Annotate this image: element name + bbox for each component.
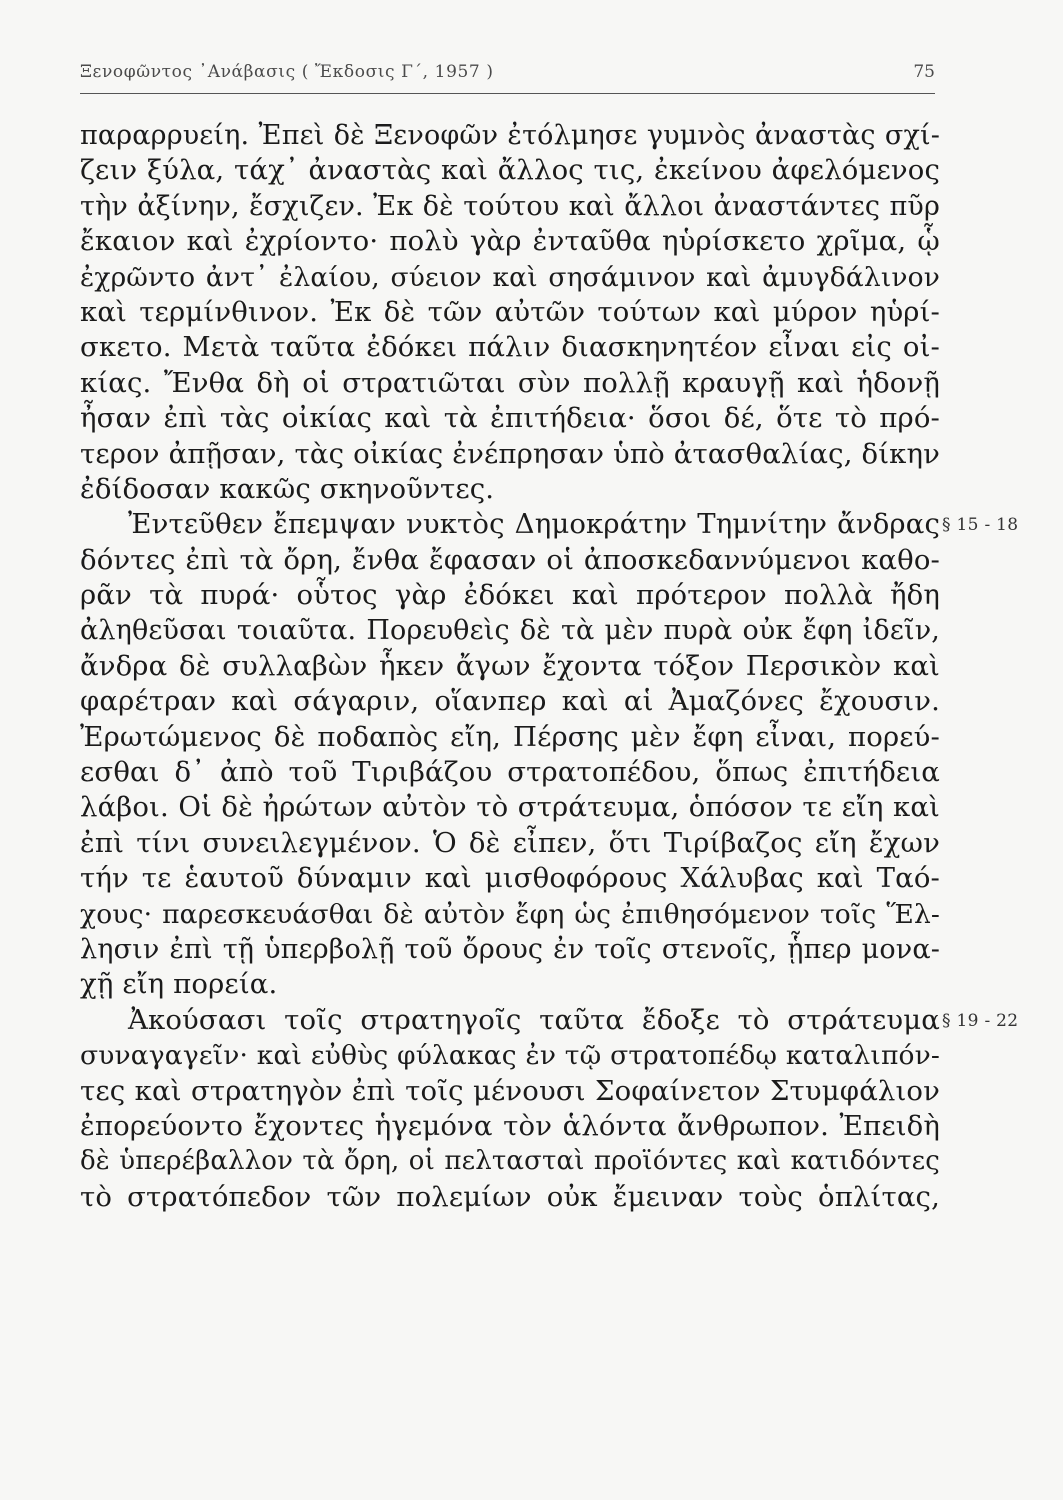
margin-note-section-ref: § 15 - 18 xyxy=(942,515,1019,536)
text-line: ἔκαιον καὶ ἐχρίοντο· πολὺ γὰρ ἐνταῦθα ηὑρίσκετο χρῖμα, ᾧ xyxy=(80,225,940,258)
text-line: φαρέτραν καὶ σάγαριν, οἵανπερ καὶ αἱ Ἀμαζόνες ἔχουσιν. xyxy=(80,685,940,718)
text-line: δὲ ὑπερέβαλλον τὰ ὄρη, οἱ πελτασταὶ προϊόντες καὶ κατιδόντες xyxy=(80,1146,940,1177)
page-number: 75 xyxy=(913,62,935,82)
text-line: τες καὶ στρατηγὸν ἐπὶ τοῖς μένουσι Σοφαίνετον Στυμφάλιον xyxy=(80,1074,940,1107)
text-line: ἐχρῶντο ἀντ᾽ ἐλαίου, σύειον καὶ σησάμινον καὶ ἀμυγδάλινον xyxy=(80,261,940,293)
text-line: Ἐρωτώμενος δὲ ποδαπὸς εἴη, Πέρσης μὲν ἔφη εἶναι, πορεύ- xyxy=(80,720,940,753)
text-line: ρᾶν τὰ πυρά· οὗτος γὰρ ἐδόκει καὶ πρότερον πολλὰ ἤδη xyxy=(80,579,940,612)
text-line: κίας. Ἔνθα δὴ οἱ στρατιῶται σὺν πολλῇ κραυγῇ καὶ ἡδονῇ xyxy=(80,366,940,399)
text-line: ἐδίδοσαν κακῶς σκηνοῦντες. xyxy=(80,472,495,505)
text-line: χῇ εἴη πορεία. xyxy=(80,968,278,1001)
text-line: ἐπὶ τίνι συνειλεγμένον. Ὁ δὲ εἶπεν, ὅτι Τιρίβαζος εἴη ἔχων xyxy=(80,826,940,859)
text-line-content: Ἀκούσασι τοῖς στρατηγοῖς ταῦτα ἔδοξε τὸ στράτευμα xyxy=(128,1003,940,1036)
text-line: συναγαγεῖν· καὶ εὐθὺς φύλακας ἐν τῷ στρατοπέδῳ καταλιπόν- xyxy=(80,1040,940,1072)
text-line: εσθαι δ᾽ ἀπὸ τοῦ Τιριβάζου στρατοπέδου, ὅπως ἐπιτήδεια xyxy=(80,756,940,789)
text-line: τὸ στρατόπεδον τῶν πολεμίων οὐκ ἔμειναν τοὺς ὁπλίτας, xyxy=(80,1180,940,1213)
body-text xyxy=(80,118,1019,1215)
text-line: τερον ἀπῇσαν, τὰς οἰκίας ἐνέπρησαν ὑπὸ ἀτασθαλίας, δίκην xyxy=(80,437,940,470)
text-line: χους· παρεσκευάσθαι δὲ αὐτὸν ἔφη ὡς ἐπιθησόμενον τοῖς Ἕλ- xyxy=(80,898,940,930)
text-line: παραρρυείη. Ἐπεὶ δὲ Ξενοφῶν ἐτόλμησε γυμνὸς ἀναστὰς σχί- xyxy=(80,120,940,151)
text-line: σκετο. Μετὰ ταῦτα ἐδόκει πάλιν διασκηνητέον εἶναι εἰς οἰ- xyxy=(80,331,940,364)
text-line-paragraph-start xyxy=(80,1003,1019,1038)
running-head xyxy=(80,62,935,90)
margin-note-section-ref: § 19 - 22 xyxy=(942,1010,1019,1031)
text-line: λησιν ἐπὶ τῇ ὑπερβολῇ τοῦ ὄρους ἐν τοῖς στενοῖς, ᾗπερ μονα- xyxy=(80,933,940,965)
header-rule xyxy=(80,93,935,94)
text-line: δόντες ἐπὶ τὰ ὄρη, ἔνθα ἔφασαν οἱ ἀποσκεδαννύμενοι καθο- xyxy=(80,543,940,576)
text-line: ἀληθεῦσαι τοιαῦτα. Πορευθεὶς δὲ τὰ μὲν πυρὰ οὐκ ἔφη ἰδεῖν, xyxy=(80,615,940,647)
text-line: ἐπορεύοντο ἔχοντες ἡγεμόνα τὸν ἁλόντα ἄνθρωπον. Ἐπειδὴ xyxy=(80,1109,940,1142)
text-line: τήν τε ἑαυτοῦ δύναμιν καὶ μισθοφόρους Χάλυβας καὶ Ταό- xyxy=(80,862,940,895)
text-line: ἦσαν ἐπὶ τὰς οἰκίας καὶ τὰ ἐπιτήδεια· ὅσοι δέ, ὅτε τὸ πρό- xyxy=(80,402,940,435)
running-head-title: Ξενοφῶντος ᾽Ανάβασις ( Ἔκδοσις Γ΄, 1957 ) xyxy=(80,62,494,82)
text-line: λάβοι. Οἱ δὲ ἠρώτων αὐτὸν τὸ στράτευμα, ὁπόσον τε εἴη καὶ xyxy=(80,791,940,824)
text-line: ἄνδρα δὲ συλλαβὼν ἧκεν ἄγων ἔχοντα τόξον Περσικὸν καὶ xyxy=(80,649,940,682)
text-line: ζειν ξύλα, τάχ᾽ ἀναστὰς καὶ ἄλλος τις, ἐκείνου ἀφελόμενος xyxy=(80,154,940,187)
text-line: τὴν ἀξίνην, ἔσχιζεν. Ἐκ δὲ τούτου καὶ ἄλλοι ἀναστάντες πῦρ xyxy=(80,190,940,222)
text-line-content: Ἐντεῦθεν ἔπεμψαν νυκτὸς Δημοκράτην Τημνίτην ἄνδρας xyxy=(128,508,940,541)
text-line-paragraph-start xyxy=(80,507,1019,542)
text-line: καὶ τερμίνθινον. Ἐκ δὲ τῶν αὐτῶν τούτων καὶ μύρον ηὑρί- xyxy=(80,295,940,328)
